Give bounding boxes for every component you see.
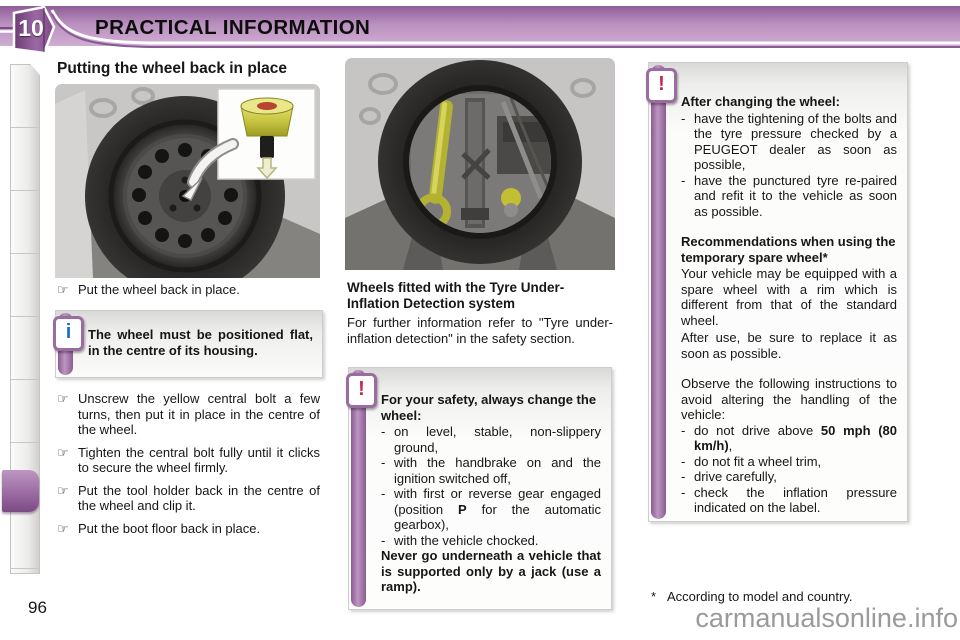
page-number: 96 <box>28 598 47 617</box>
box-title: After changing the wheel: <box>681 94 840 109</box>
list-item: - have the punctured tyre re-paired and refit it to the vehicle as soon as possible. <box>681 172 897 219</box>
box-paragraph: Your vehicle may be equipped with a spare wheel with a rim which is different from that of the standard wheel. <box>681 266 897 328</box>
footnote-marker: * <box>651 589 657 604</box>
box-subtitle: Recommendations when using the temporary spare wheel* <box>681 234 896 265</box>
step-item: ☞ Put the wheel back in place. <box>57 282 240 297</box>
warning-icon: ! <box>346 373 377 408</box>
step-item: ☞ Put the boot floor back in place. <box>57 520 261 536</box>
warning-icon: ! <box>646 68 677 103</box>
page-title: PRACTICAL INFORMATION <box>95 16 371 39</box>
pointer-icon: ☞ <box>57 520 69 536</box>
step-item: ☞ Put the tool holder back in the centre of the wheel and clip it. <box>57 482 320 513</box>
info-box <box>55 310 323 378</box>
box-warning-text: Never go underneath a vehicle that is supported only by a jack (use a ramp). <box>381 548 601 594</box>
pointer-icon: ☞ <box>57 391 69 406</box>
pointer-icon: ☞ <box>57 282 69 297</box>
wheel-back-in-place-photo <box>55 84 320 283</box>
step-item: ☞ Tighten the central bolt fully until it clicks to secure the wheel firmly. <box>57 444 320 475</box>
yellow-bolt-inset <box>218 89 315 179</box>
warning-box-bar <box>651 65 666 519</box>
list-item: - with the handbrake on and the ignition switched off, <box>381 455 601 486</box>
footnote <box>651 589 906 604</box>
after-change-list <box>681 111 897 220</box>
safety-warning-box <box>348 367 612 610</box>
box-title: For your safety, always change the wheel: <box>381 392 597 423</box>
list-item: - do not fit a wheel trim, <box>681 453 822 469</box>
list-item: - on level, stable, non-slippery ground, <box>381 424 601 455</box>
info-icon: i <box>53 316 84 351</box>
footnote-text: According to model and country. <box>667 589 853 604</box>
list-item: - with the vehicle chocked. <box>381 532 539 548</box>
after-change-box <box>648 62 908 522</box>
steps-list <box>57 391 320 543</box>
box-paragraph: After use, be sure to replace it as soon as possible. <box>681 330 897 361</box>
subsection-paragraph: For further information refer to "Tyre under-inflation detection" in the safety section. <box>347 315 613 346</box>
spare-wheel-toolkit-photo <box>345 58 615 275</box>
list-item: - have the tightening of the bolts and the tyre pressure checked by a PEUGEOT dealer as soon as possible, <box>681 110 897 172</box>
box-paragraph: Observe the following instructions to avoid altering the handling of the vehicle: <box>681 376 897 422</box>
chapter-index-tab <box>2 470 39 512</box>
watermark: carmanualsonline.info <box>695 603 958 633</box>
pointer-icon: ☞ <box>57 444 69 460</box>
list-item: - check the inflation pressure indicated on the label. <box>681 484 897 515</box>
temporary-wheel-list <box>681 423 897 516</box>
chapter-number: 10 <box>18 15 44 41</box>
pointer-icon: ☞ <box>57 482 69 498</box>
safety-list <box>381 424 601 548</box>
list-item: - with first or reverse gear engaged (position P for the automatic gearbox), <box>381 486 601 532</box>
list-item: - drive carefully, <box>681 469 777 484</box>
subsection-heading: Wheels fitted with the Tyre Under-Inflation Detection system <box>347 280 565 311</box>
step-item: ☞ Unscrew the yellow central bolt a few turns, then put it in place in the centre of the wheel. <box>57 391 320 437</box>
step-primary <box>57 282 320 305</box>
list-item: - do not drive above 50 mph (80 km/h), <box>681 422 898 453</box>
info-box-text: The wheel must be positioned flat, in the centre of its housing. <box>88 327 313 358</box>
section-heading: Putting the wheel back in place <box>57 60 287 77</box>
